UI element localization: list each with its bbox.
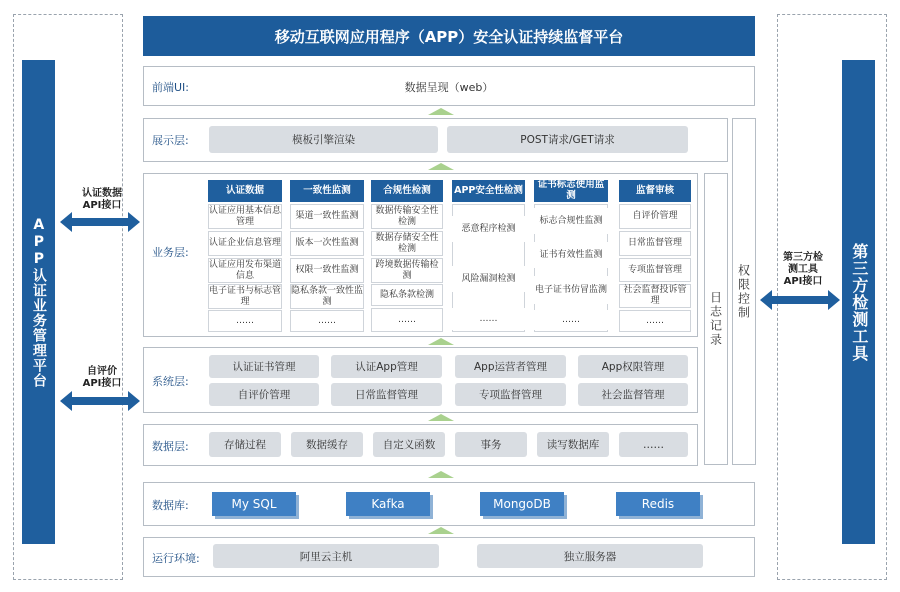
business-column-item[interactable]: 电子证书与标志管理 bbox=[208, 284, 282, 309]
system-item[interactable]: 专项监督管理 bbox=[455, 383, 566, 406]
business-column-item[interactable]: 隐私条款一致性监测 bbox=[290, 284, 364, 309]
business-column-item[interactable]: 数据传输安全性检测 bbox=[371, 204, 443, 229]
business-column-item[interactable]: 隐私条款检测 bbox=[371, 284, 443, 306]
left-bottom-api-label: 自评价 API接口 bbox=[82, 366, 122, 389]
log-record-column bbox=[704, 173, 728, 465]
flow-up-arrow-icon bbox=[428, 108, 454, 118]
system-item[interactable]: 认证App管理 bbox=[331, 355, 442, 378]
data-item[interactable]: 数据缓存 bbox=[291, 432, 363, 457]
business-column-item[interactable]: …… bbox=[619, 310, 691, 332]
business-column-item[interactable]: 日常监督管理 bbox=[619, 231, 691, 256]
right-panel[interactable] bbox=[842, 60, 875, 544]
business-column-item[interactable]: 数据存储安全性检测 bbox=[371, 231, 443, 256]
business-column-head: 一致性监测 bbox=[290, 180, 364, 202]
business-column-item[interactable]: 版本一次性监测 bbox=[290, 231, 364, 256]
data-item[interactable]: 读写数据库 bbox=[537, 432, 609, 457]
flow-up-arrow-icon bbox=[428, 414, 454, 424]
system-item[interactable]: 认证证书管理 bbox=[209, 355, 319, 378]
data-item[interactable]: 存储过程 bbox=[209, 432, 281, 457]
business-column-item[interactable]: …… bbox=[208, 310, 282, 332]
flow-up-arrow-icon bbox=[428, 527, 454, 537]
frontend-content: 数据呈现（web） bbox=[404, 81, 494, 94]
system-item[interactable]: 日常监督管理 bbox=[331, 383, 442, 406]
data-item[interactable]: 事务 bbox=[455, 432, 527, 457]
system-item[interactable]: App权限管理 bbox=[578, 355, 688, 378]
system-item[interactable]: 社会监督管理 bbox=[578, 383, 688, 406]
page-title: 移动互联网应用程序（APP）安全认证持续监督平台 bbox=[143, 16, 755, 56]
business-column-item[interactable]: …… bbox=[534, 310, 608, 330]
business-column-item[interactable]: 社会监督投诉管理 bbox=[619, 284, 691, 308]
business-column-item[interactable]: 渠道一致性监测 bbox=[290, 204, 364, 229]
business-column-item[interactable]: 认证企业信息管理 bbox=[208, 231, 282, 256]
left-panel-label: APP认证业务管理平台 bbox=[30, 216, 47, 388]
business-column-item[interactable]: …… bbox=[371, 308, 443, 332]
display-layer-label: 展示层: bbox=[152, 134, 189, 147]
data-item[interactable]: …… bbox=[619, 432, 688, 457]
left-top-double-arrow-icon bbox=[60, 210, 140, 234]
business-column-item[interactable]: 恶意程序检测 bbox=[452, 216, 525, 242]
business-column-item[interactable]: 认证应用发布渠道信息 bbox=[208, 258, 282, 283]
business-column-item[interactable]: 跨境数据传输检测 bbox=[371, 258, 443, 283]
data-layer-label: 数据层: bbox=[152, 440, 189, 453]
right-api-label: 第三方检 测工具 API接口 bbox=[783, 252, 823, 287]
business-column-item[interactable]: 自评价管理 bbox=[619, 204, 691, 229]
business-column-item[interactable]: …… bbox=[290, 310, 364, 332]
right-double-arrow-icon bbox=[760, 288, 840, 312]
business-column-head: 认证数据 bbox=[208, 180, 282, 202]
display-item-template-render[interactable]: 模板引擎渲染 bbox=[209, 126, 438, 153]
data-item[interactable]: 自定义函数 bbox=[373, 432, 445, 457]
system-item[interactable]: App运营者管理 bbox=[455, 355, 566, 378]
business-column-item[interactable]: 标志合规性监测 bbox=[534, 208, 608, 234]
business-column-head: 监督审核 bbox=[619, 180, 691, 202]
database-mongodb[interactable]: MongoDB bbox=[480, 492, 564, 516]
business-column-item[interactable]: 专项监督管理 bbox=[619, 258, 691, 282]
left-panel[interactable] bbox=[22, 60, 55, 544]
flow-up-arrow-icon bbox=[428, 338, 454, 348]
business-column-item[interactable]: 证书有效性监测 bbox=[534, 242, 608, 268]
permission-control-column bbox=[732, 118, 756, 465]
business-column-head: APP安全性检测 bbox=[452, 180, 525, 202]
business-layer-label: 业务层: bbox=[152, 246, 189, 259]
permission-control-label: 权限控制 bbox=[736, 263, 751, 320]
log-record-label: 日志记录 bbox=[708, 291, 723, 347]
frontend-layer-label: 前端UI: bbox=[152, 81, 190, 94]
display-item-post-get[interactable]: POST请求/GET请求 bbox=[447, 126, 688, 153]
business-column-item[interactable]: 风险漏洞检测 bbox=[452, 266, 525, 292]
business-column-item[interactable]: 权限一致性监测 bbox=[290, 258, 364, 283]
right-panel-label: 第三方检测工具 bbox=[849, 242, 869, 362]
system-item[interactable]: 自评价管理 bbox=[209, 383, 319, 406]
flow-up-arrow-icon bbox=[428, 471, 454, 481]
runtime-item[interactable]: 阿里云主机 bbox=[213, 544, 439, 568]
left-top-api-label: 认证数据 API接口 bbox=[82, 188, 122, 211]
business-column-head: 证书标志使用监测 bbox=[534, 180, 608, 202]
runtime-item[interactable]: 独立服务器 bbox=[477, 544, 703, 568]
business-column-item[interactable]: 认证应用基本信息管理 bbox=[208, 204, 282, 229]
database-mysql[interactable]: My SQL bbox=[212, 492, 296, 516]
left-bottom-double-arrow-icon bbox=[60, 389, 140, 413]
business-column-head: 合规性检测 bbox=[371, 180, 443, 202]
business-column-item[interactable]: …… bbox=[452, 308, 525, 330]
runtime-layer-label: 运行环境: bbox=[152, 552, 200, 565]
database-kafka[interactable]: Kafka bbox=[346, 492, 430, 516]
database-redis[interactable]: Redis bbox=[616, 492, 700, 516]
business-column-item[interactable]: 电子证书仿冒监测 bbox=[534, 276, 608, 304]
system-layer-label: 系统层: bbox=[152, 375, 189, 388]
flow-up-arrow-icon bbox=[428, 163, 454, 173]
database-layer-label: 数据库: bbox=[152, 499, 189, 512]
